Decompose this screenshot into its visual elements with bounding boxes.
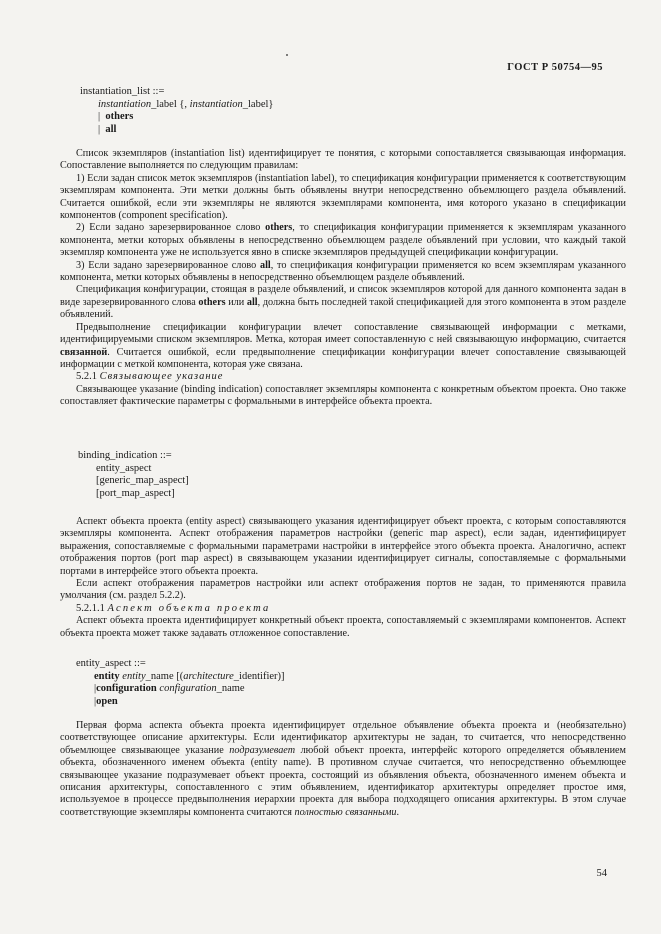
- paragraph: Если аспект отображения параметров настройки или аспект отображения портов не задан, то применяются правила умолчания (см. раздел 5.2.2).: [60, 578, 626, 602]
- paragraph: Связывающее указание (binding indication) сопоставляет экземпляры компонента с конкретным объектом проекта. Оно также сопоставляет фактические параметры с формальными в интерфейсе объекта проекта.: [60, 383, 626, 408]
- keyword: others: [198, 296, 226, 308]
- text-run: , должна быть последней такой спецификацией для этого компонента в этом разделе объявлений.: [60, 296, 627, 321]
- grammar-line: [76, 671, 285, 684]
- text-run: . Считается ошибкой, если предвыполнение спецификации конфигурации влечет сопоставление связывающей информации с меткой компонента, которая уже связана.: [60, 346, 626, 370]
- text-run: .: [396, 806, 399, 818]
- text-run: , то спецификация конфигурации применяется ко всем экземплярам указанного компонента, метки которых объявлены в непосредственно объемлющем разделе объявлений.: [60, 259, 626, 284]
- paragraph: Аспект объекта проекта идентифицирует конкретный объект проекта, сопоставляемый с экземплярами компонентов. Аспект объекта проекта может также задавать отложенное сопоставление.: [60, 615, 626, 639]
- section-heading-5-2-1: [60, 371, 626, 383]
- grammar-token: instantiation: [98, 98, 152, 110]
- grammar-token: |: [94, 683, 97, 694]
- section-title: Связывающее указание: [99, 371, 224, 383]
- grammar-token: entity: [122, 670, 146, 682]
- text-run: Первая форма аспекта объекта проекта идентифицирует отдельное объявление объекта проекта и (необязательно) соответствующее описание архитектуры. Если идентификатор архитектуры не задан, то считается, что непосредственно объемлющее связывающее указание: [60, 720, 626, 756]
- grammar-token: _identifier)]: [233, 670, 285, 682]
- grammar-line: [80, 124, 273, 137]
- grammar-token: configuration: [159, 683, 217, 694]
- grammar-line: entity_aspect: [96, 462, 152, 474]
- grammar-token: |: [94, 695, 97, 707]
- text-run: 2) Если задано зарезервированное слово: [76, 222, 266, 234]
- grammar-entity-aspect: [76, 658, 285, 708]
- section-number: 5.2.1.1: [76, 602, 105, 614]
- text-run: или: [225, 296, 247, 308]
- grammar-token: _label}: [242, 98, 274, 110]
- grammar-binding-indication: [78, 450, 189, 500]
- section-title: Аспект объекта проекта: [107, 602, 271, 614]
- text-run: Предвыполнение спецификации конфигурации влечет сопоставление связывающей информации с метками, идентифицируемыми списком экземпляров. Метка, которая имеет сопоставленную с ней связывающую информацию, считается: [60, 321, 626, 346]
- text-run: любой объект проекта, интерфейс которого определяется объявлением объекта, обозначенного именем объекта (entity name). В противном случае считается, что непосредственно объемлющее связывающее указание подразумевает объект проекта, состоящий из объявления объекта, обозначенного именем объекта и описания архитектуры, сопоставленного с этим объявлением, идентификатор архитектуры определяет простое имя, используемое в процессе предвыполнения иерархии проекта для выбора подходящего описания архитектуры. В этом случае соответствующие экземпляры компонента считаются: [60, 744, 626, 818]
- grammar-keyword: all: [105, 123, 117, 135]
- grammar-instantiation-list: [80, 86, 273, 136]
- text-run: , то спецификация конфигурации применяется к экземплярам указанного компонента, метки которых объявлены в непосредственно объемлющем разделе объявлений при условии, что каждый такой экземпляр компонента уже не используется явно в списке экземпляров предыдущей спецификации конфигурации.: [60, 222, 626, 259]
- grammar-keyword: others: [105, 111, 134, 122]
- grammar-line: [port_map_aspect]: [96, 487, 175, 499]
- grammar-token: instantiation: [189, 98, 243, 110]
- keyword: all: [246, 296, 258, 308]
- entity-aspect-block: [60, 516, 626, 640]
- grammar-line: [76, 683, 285, 696]
- scan-speck: [286, 54, 288, 56]
- grammar-keyword: configuration: [96, 683, 157, 694]
- grammar-token: |: [98, 111, 101, 122]
- grammar-keyword: entity: [94, 670, 120, 682]
- section-heading-5-2-1-1: [60, 603, 626, 615]
- text-run: 3) Если задано зарезервированное слово: [76, 259, 260, 271]
- paragraph: Аспект объекта проекта (entity aspect) связывающего указания идентифицирует объект проекта, с которым сопоставляются экземпляры компонента. Аспект отображения параметров настройки (generic map aspect), если задан, идентифицирует выражения, сопоставляемые с формальными параметрами настройки в интерфейсе этого объекта проекта. Аналогично, аспект отображения портов (port map aspect) в связывающем указании идентифицирует сигналы, сопоставляемые с формальными портами в интерфейсе этого объекта проекта.: [60, 516, 626, 577]
- keyword: all: [260, 259, 271, 271]
- rules-block: [60, 148, 626, 409]
- paragraph: 1) Если задан список меток экземпляров (instantiation label), то спецификация конфигурации применяется к соответствующим экземплярам компонента. Эти метки должны быть объявлены внутри непосредственно объемлющего раздела объявлений. Считается ошибкой, если эти экземпляры не являются экземплярами компонента, имя которого указано в спецификации компонентов (component specification).: [60, 172, 626, 222]
- grammar-line: [76, 696, 285, 709]
- grammar-line: binding_indication ::=: [78, 450, 172, 461]
- grammar-token: _label {,: [151, 98, 188, 110]
- grammar-token: _name: [216, 683, 245, 694]
- emphasis: подразумевает: [229, 744, 296, 756]
- page-number: 54: [596, 868, 607, 879]
- grammar-keyword: open: [96, 695, 118, 707]
- grammar-line: [80, 99, 273, 112]
- text-run: Спецификация конфигурации, стоящая в разделе объявлений, и список экземпляров которой для данного компонента задан в виде зарезервированного слова: [60, 284, 626, 308]
- grammar-token: _name [(: [145, 670, 184, 682]
- grammar-line: entity_aspect ::=: [76, 658, 146, 669]
- section-number: 5.2.1: [76, 371, 97, 383]
- paragraph: [60, 720, 626, 819]
- standard-header: ГОСТ Р 50754—95: [507, 62, 603, 73]
- grammar-line: [generic_map_aspect]: [96, 475, 189, 486]
- entity-aspect-forms-block: [60, 720, 626, 819]
- grammar-token: architecture: [183, 670, 234, 682]
- paragraph: [60, 222, 626, 259]
- paragraph: Список экземпляров (instantiation list) идентифицирует те понятия, с которыми сопоставляется связывающая информация. Сопоставление выполняется по следующим правилам:: [60, 148, 626, 172]
- paragraph: [60, 322, 626, 372]
- keyword: others: [265, 222, 293, 234]
- grammar-token: |: [98, 123, 101, 135]
- keyword: связанной: [60, 346, 108, 358]
- paragraph: [60, 284, 626, 321]
- emphasis: полностью связанными: [294, 806, 397, 818]
- grammar-line: instantiation_list ::=: [80, 86, 165, 97]
- grammar-line: [80, 111, 273, 124]
- paragraph: [60, 260, 626, 285]
